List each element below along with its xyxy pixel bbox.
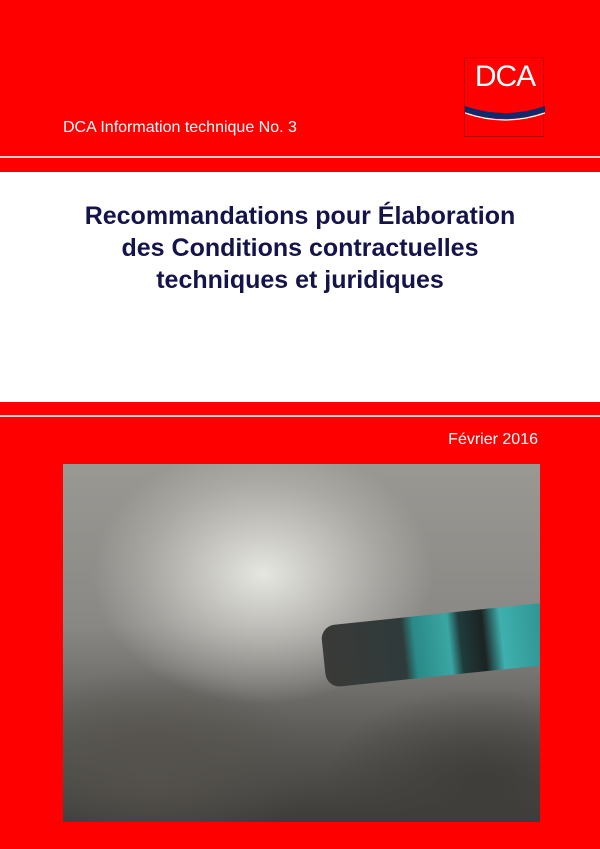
divider-line: [0, 415, 600, 417]
title-line: Recommandations pour Élaboration: [84, 202, 516, 230]
divider-line: [0, 156, 600, 158]
logo-text: DCA: [474, 60, 536, 93]
pipe-image: [320, 602, 540, 688]
document-title: [0, 200, 600, 296]
publication-date: Février 2016: [448, 431, 538, 448]
logo-arc-icon: [465, 98, 545, 128]
series-label: DCA Information technique No. 3: [63, 119, 297, 136]
title-line: des Conditions contractuelles: [121, 234, 479, 262]
title-line: techniques et juridiques: [156, 266, 444, 294]
dca-logo: [464, 57, 544, 137]
cover-photo-burst-pipe: [63, 464, 540, 822]
